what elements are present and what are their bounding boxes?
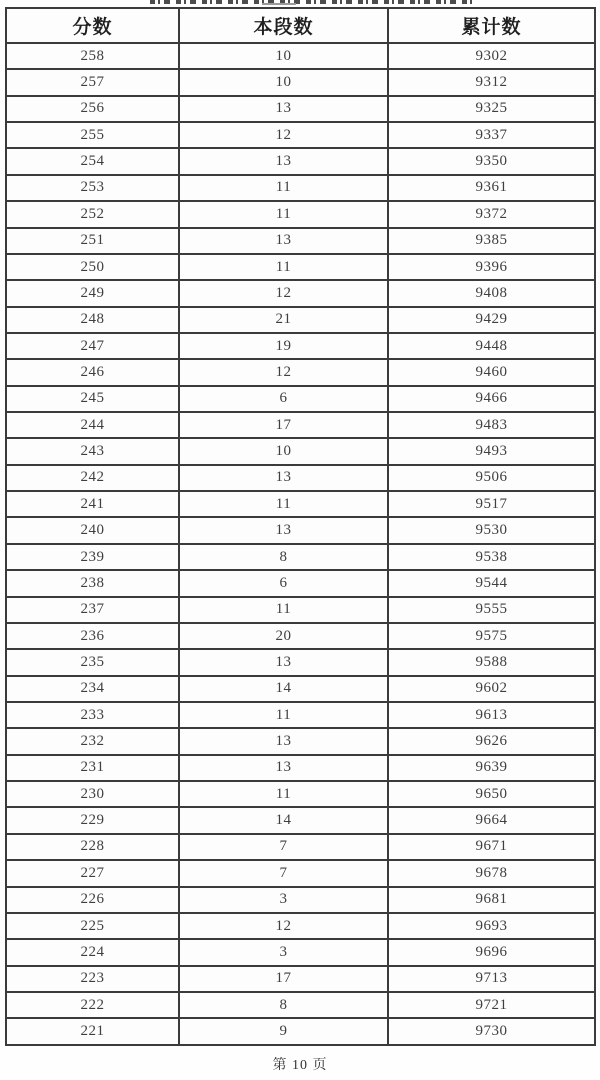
column-header-cumulative-count: 累计数 [388,8,595,43]
segment-count-cell: 10 [179,438,388,464]
table-row [6,96,595,122]
page-number: 第 10 页 [272,1058,328,1073]
score-cell: 228 [6,834,179,860]
cumulative-count-cell: 9372 [388,201,595,227]
score-cell: 258 [6,43,179,69]
cumulative-count-cell: 9696 [388,939,595,965]
segment-count-cell: 14 [179,676,388,702]
table-row [6,702,595,728]
cumulative-count-cell: 9730 [388,1018,595,1045]
score-cell: 251 [6,228,179,254]
score-cell: 222 [6,992,179,1018]
score-cell: 250 [6,254,179,280]
table-row [6,939,595,965]
cumulative-count-cell: 9555 [388,597,595,623]
score-cell: 241 [6,491,179,517]
segment-count-cell: 13 [179,228,388,254]
cumulative-count-cell: 9530 [388,517,595,543]
score-cell: 231 [6,755,179,781]
cumulative-count-cell: 9544 [388,570,595,596]
table-row [6,359,595,385]
table-row [6,781,595,807]
score-cell: 246 [6,359,179,385]
cumulative-count-cell: 9575 [388,623,595,649]
score-cell: 255 [6,122,179,148]
table-row [6,280,595,306]
segment-count-cell: 10 [179,69,388,95]
cumulative-count-cell: 9671 [388,834,595,860]
segment-count-cell: 3 [179,939,388,965]
table-row [6,175,595,201]
segment-count-cell: 11 [179,175,388,201]
score-cell: 245 [6,386,179,412]
cumulative-count-cell: 9302 [388,43,595,69]
segment-count-cell: 13 [179,148,388,174]
cumulative-count-cell: 9396 [388,254,595,280]
table-body [6,43,595,1045]
score-cell: 235 [6,649,179,675]
cumulative-count-cell: 9626 [388,728,595,754]
table-row [6,807,595,833]
cumulative-count-cell: 9693 [388,913,595,939]
segment-count-cell: 8 [179,992,388,1018]
table-row [6,544,595,570]
table-row [6,307,595,333]
table-row [6,491,595,517]
cumulative-count-cell: 9429 [388,307,595,333]
segment-count-cell: 20 [179,623,388,649]
segment-count-cell: 13 [179,728,388,754]
table-row [6,465,595,491]
cumulative-count-cell: 9650 [388,781,595,807]
score-cell: 230 [6,781,179,807]
score-cell: 225 [6,913,179,939]
cumulative-count-cell: 9483 [388,412,595,438]
score-cell: 244 [6,412,179,438]
segment-count-cell: 13 [179,96,388,122]
table-row [6,412,595,438]
cumulative-count-cell: 9385 [388,228,595,254]
segment-count-cell: 17 [179,412,388,438]
cumulative-count-cell: 9337 [388,122,595,148]
score-cell: 226 [6,887,179,913]
column-header-segment-count: 本段数 [179,8,388,43]
table-row [6,834,595,860]
segment-count-cell: 3 [179,887,388,913]
table-row [6,148,595,174]
table-row [6,69,595,95]
segment-count-cell: 7 [179,860,388,886]
cumulative-count-cell: 9408 [388,280,595,306]
table-row [6,676,595,702]
score-cell: 223 [6,966,179,992]
score-cell: 253 [6,175,179,201]
segment-count-cell: 12 [179,913,388,939]
table-row [6,728,595,754]
score-cell: 239 [6,544,179,570]
cumulative-count-cell: 9613 [388,702,595,728]
segment-count-cell: 11 [179,254,388,280]
table-row [6,570,595,596]
cumulative-count-cell: 9466 [388,386,595,412]
segment-count-cell: 14 [179,807,388,833]
segment-count-cell: 11 [179,702,388,728]
table-row [6,386,595,412]
table-row [6,228,595,254]
table-row [6,122,595,148]
cumulative-count-cell: 9664 [388,807,595,833]
segment-count-cell: 10 [179,43,388,69]
score-cell: 243 [6,438,179,464]
score-cell: 236 [6,623,179,649]
segment-count-cell: 13 [179,517,388,543]
segment-count-cell: 13 [179,649,388,675]
cumulative-count-cell: 9460 [388,359,595,385]
cumulative-count-cell: 9678 [388,860,595,886]
cumulative-count-cell: 9721 [388,992,595,1018]
column-header-score: 分数 [6,8,179,43]
score-cell: 229 [6,807,179,833]
cumulative-count-cell: 9681 [388,887,595,913]
table-row [6,438,595,464]
table-row [6,755,595,781]
score-cell: 240 [6,517,179,543]
segment-count-cell: 11 [179,491,388,517]
score-cell: 249 [6,280,179,306]
score-cell: 252 [6,201,179,227]
segment-count-cell: 8 [179,544,388,570]
table-row [6,597,595,623]
score-cell: 234 [6,676,179,702]
table-row [6,966,595,992]
segment-count-cell: 17 [179,966,388,992]
table-row [6,887,595,913]
segment-count-cell: 12 [179,280,388,306]
cumulative-count-cell: 9602 [388,676,595,702]
table-row [6,623,595,649]
segment-count-cell: 7 [179,834,388,860]
score-cell: 247 [6,333,179,359]
segment-count-cell: 6 [179,386,388,412]
score-cell: 248 [6,307,179,333]
cumulative-count-cell: 9506 [388,465,595,491]
segment-count-cell: 13 [179,465,388,491]
cumulative-count-cell: 9639 [388,755,595,781]
cumulative-count-cell: 9588 [388,649,595,675]
score-cell: 233 [6,702,179,728]
segment-count-cell: 12 [179,122,388,148]
score-cell: 221 [6,1018,179,1045]
cumulative-count-cell: 9713 [388,966,595,992]
score-cell: 238 [6,570,179,596]
cumulative-count-cell: 9517 [388,491,595,517]
score-cell: 257 [6,69,179,95]
segment-count-cell: 19 [179,333,388,359]
cumulative-count-cell: 9493 [388,438,595,464]
score-cell: 232 [6,728,179,754]
cumulative-count-cell: 9350 [388,148,595,174]
score-cell: 237 [6,597,179,623]
score-cell: 256 [6,96,179,122]
table-row [6,992,595,1018]
table-row [6,913,595,939]
cumulative-count-cell: 9448 [388,333,595,359]
table-row [6,201,595,227]
table-row [6,1018,595,1045]
table-row [6,649,595,675]
segment-count-cell: 11 [179,201,388,227]
cumulative-count-cell: 9312 [388,69,595,95]
score-cell: 242 [6,465,179,491]
score-cell: 227 [6,860,179,886]
cumulative-count-cell: 9361 [388,175,595,201]
table-row [6,43,595,69]
segment-count-cell: 11 [179,597,388,623]
table-row [6,517,595,543]
segment-count-cell: 6 [179,570,388,596]
score-cell: 224 [6,939,179,965]
segment-count-cell: 21 [179,307,388,333]
table-row [6,254,595,280]
clipped-title-fragments [150,0,472,4]
score-distribution-table [5,7,596,1046]
table-row [6,860,595,886]
clipped-title-underline [262,3,296,5]
segment-count-cell: 11 [179,781,388,807]
table-header-row [6,8,595,43]
segment-count-cell: 12 [179,359,388,385]
table-row [6,333,595,359]
segment-count-cell: 13 [179,755,388,781]
score-cell: 254 [6,148,179,174]
cumulative-count-cell: 9538 [388,544,595,570]
clipped-page-title [150,0,472,6]
cumulative-count-cell: 9325 [388,96,595,122]
segment-count-cell: 9 [179,1018,388,1045]
